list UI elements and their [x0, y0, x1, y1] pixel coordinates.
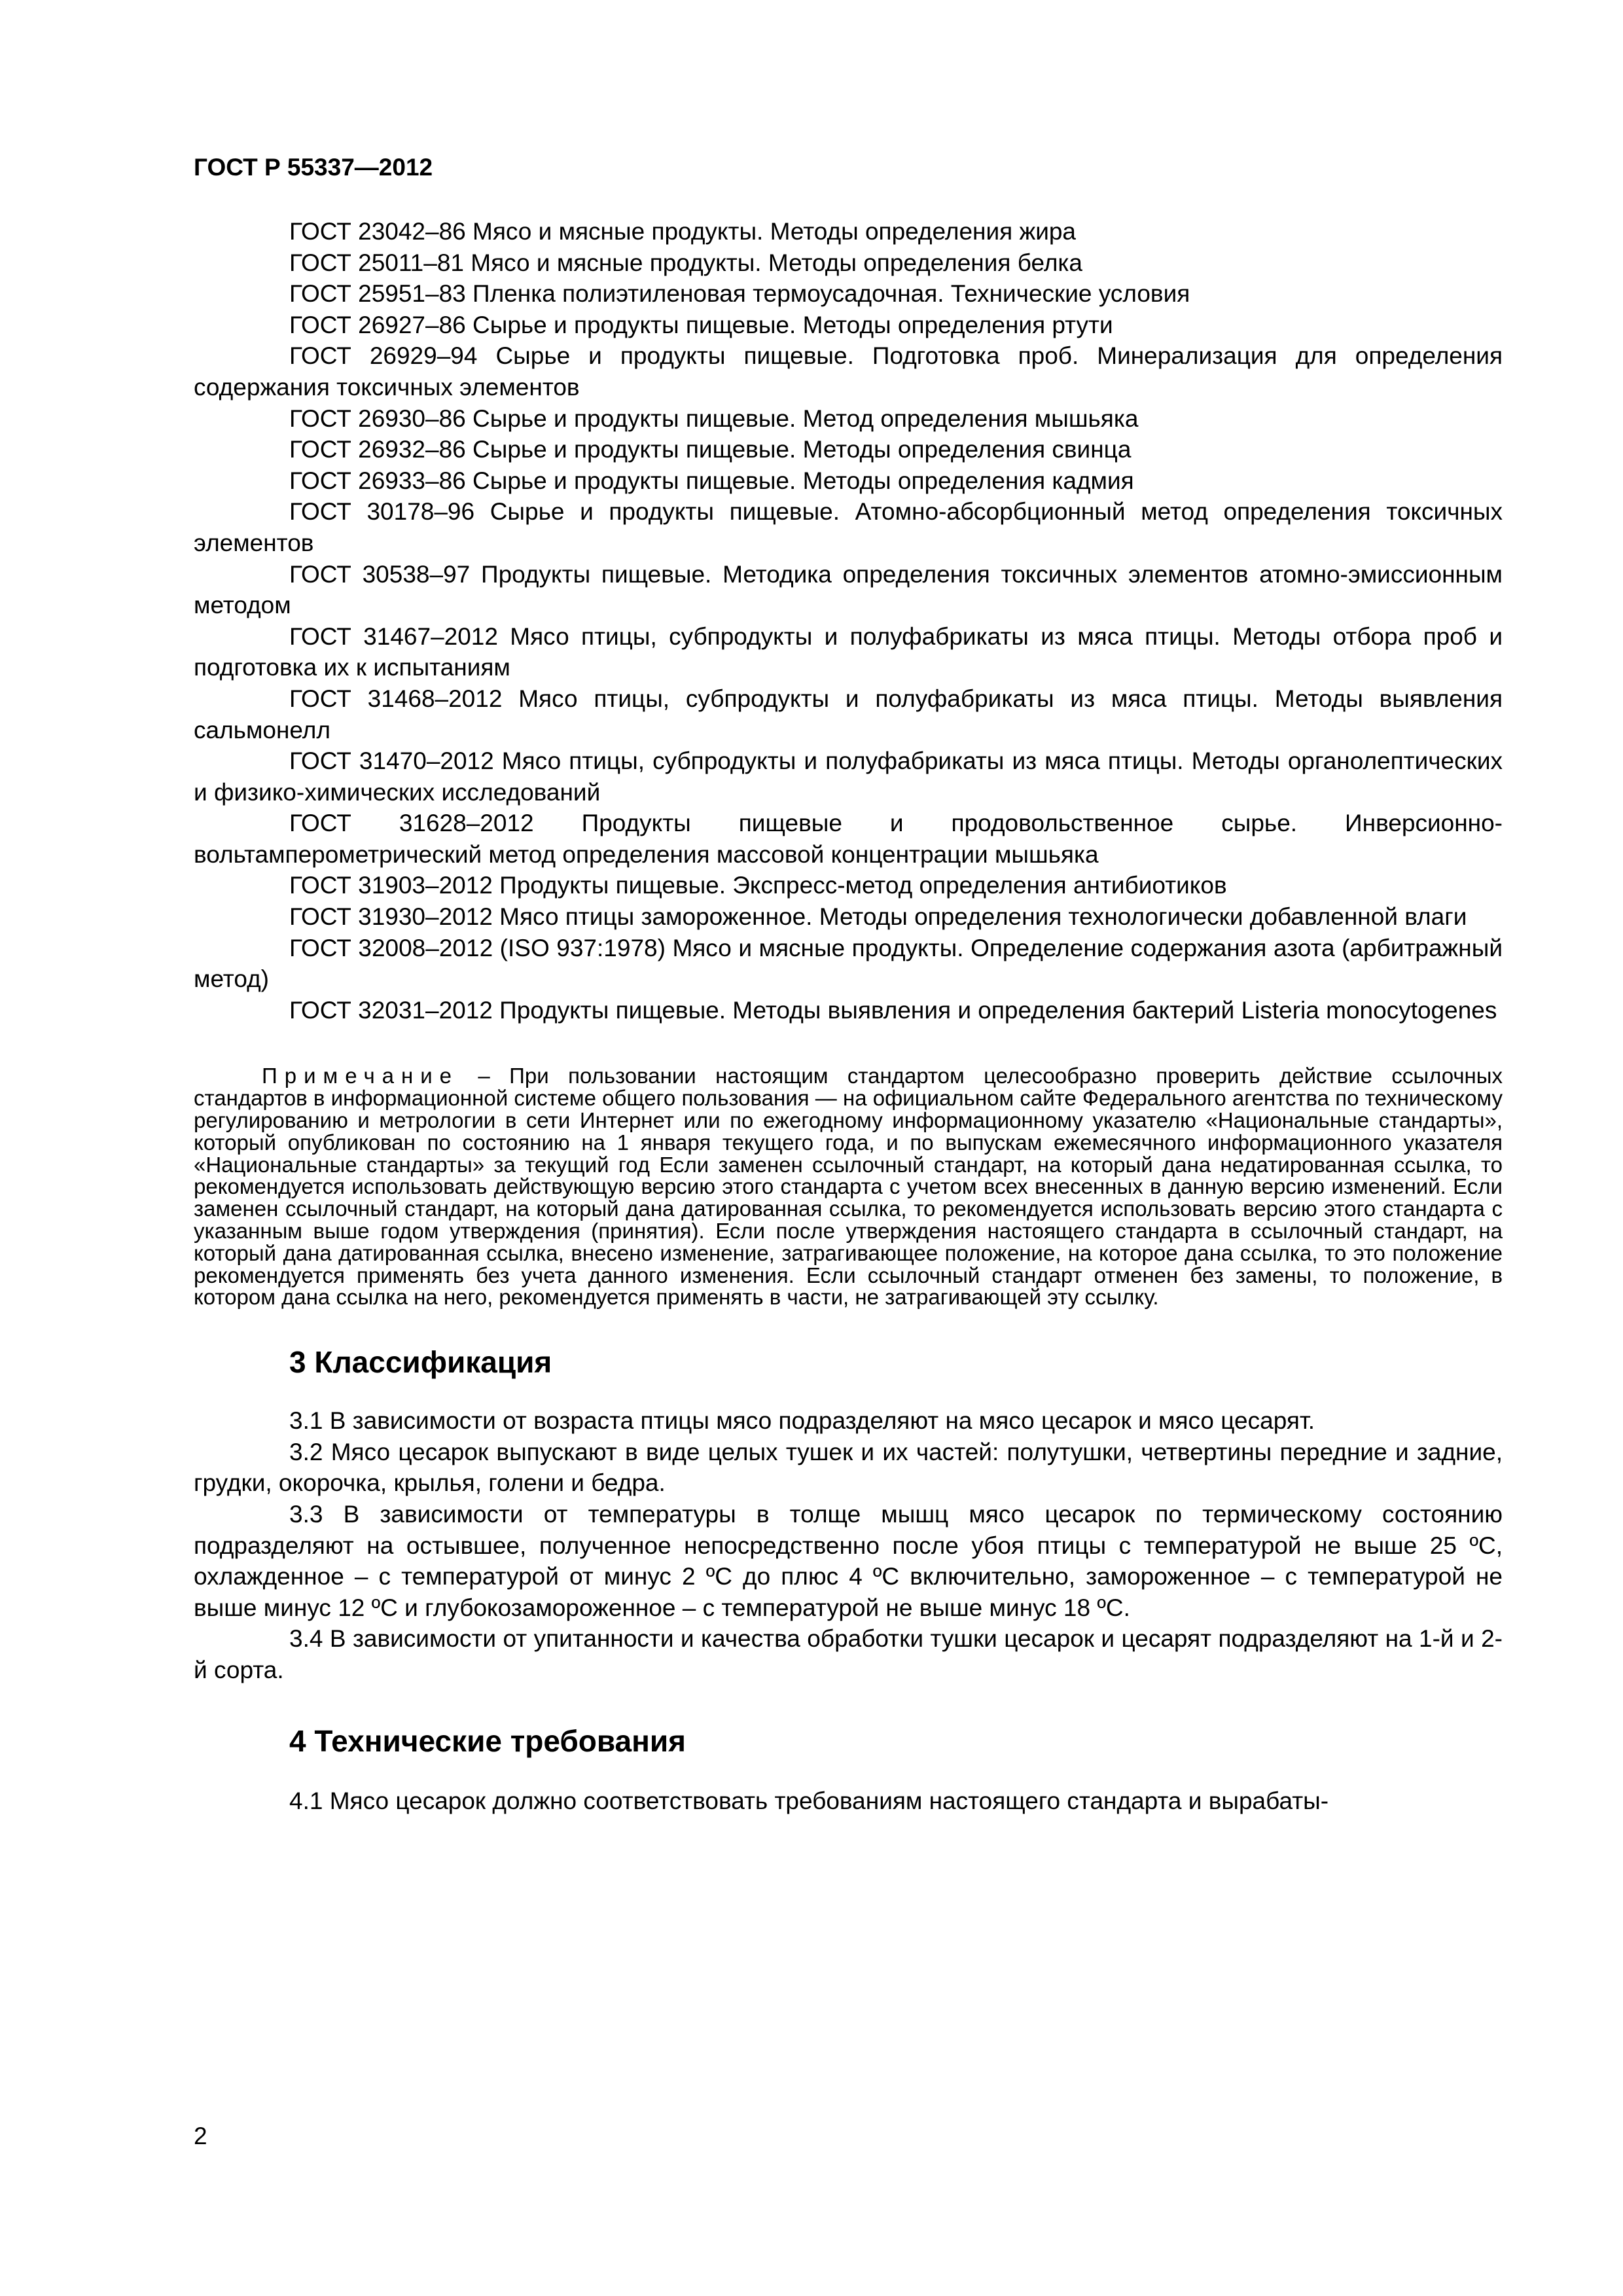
reference-item: ГОСТ 32008–2012 (ISO 937:1978) Мясо и мясные продукты. Определение содержания азота (арбитражный метод): [194, 934, 1503, 993]
reference-item: ГОСТ 31628–2012 Продукты пищевые и продовольственное сырье. Инверсионно-вольтамперометрический метод определения массовой концентрации мышьяка: [194, 810, 1503, 868]
reference-item: ГОСТ 32031–2012 Продукты пищевые. Методы выявления и определения бактерий Listeria monocytogenes: [289, 996, 1497, 1024]
reference-item: ГОСТ 30538–97 Продукты пищевые. Методика определения токсичных элементов атомно-эмиссионным методом: [194, 560, 1503, 619]
reference-item: ГОСТ 30178–96 Сырье и продукты пищевые. Атомно-абсорбционный метод определения токсичных элементов: [194, 498, 1503, 556]
reference-item: ГОСТ 31470–2012 Мясо птицы, субпродукты и полуфабрикаты из мяса птицы. Методы органолептических и физико-химических исследований: [194, 747, 1503, 806]
section-3-heading: 3 Классификация: [289, 1345, 552, 1380]
reference-item: ГОСТ 26930–86 Сырье и продукты пищевые. Метод определения мышьяка: [289, 404, 1139, 432]
document-code-header: ГОСТ Р 55337—2012: [194, 154, 433, 181]
reference-item: ГОСТ 26929–94 Сырье и продукты пищевые. Подготовка проб. Минерализация для определения содержания токсичных элементов: [194, 342, 1503, 401]
clause-3-2: 3.2 Мясо цесарок выпускают в виде целых тушек и их частей: полутушки, четвертины передние и задние, грудки, окорочка, крылья, голени и бедра.: [194, 1438, 1503, 1497]
note-text: – При пользовании настоящим стандартом целесообразно проверить действие ссылочных стандартов в информационной системе общего пользования — на официальном сайте Федерального агентства по техническому регулированию и метрологии в сети Интернет или по ежегодному информационному указателю «Национальные стандарты», который опубликован по состоянию на 1 января текущего года, и по выпускам ежемесячного информационного указателя «Национальные стандарты» за текущий год Если заменен ссылочный стандарт, на который дана недатированная ссылка, то рекомендуется использовать действующую версию этого стандарта с учетом всех внесенных в данную версию изменений. Если заменен ссылочный стандарт, на который дана датированная ссылка, то рекомендуется использовать версию этого стандарта с указанным выше годом утверждения (принятия). Если после утверждения настоящего стандарта в ссылочный стандарт, на который дана датированная ссылка, внесено изменение, затрагивающее положение, на которое дана ссылка, то это положение рекомендуется применять без учета данного изменения. Если ссылочный стандарт отменен без замены, то положение, в котором дана ссылка на него, рекомендуется применять в части, не затрагивающей эту ссылку.: [194, 1064, 1503, 1310]
note-label: Примечание: [262, 1064, 459, 1088]
reference-item: ГОСТ 26927–86 Сырье и продукты пищевые. Методы определения ртути: [289, 311, 1113, 338]
reference-item: ГОСТ 26933–86 Сырье и продукты пищевые. Методы определения кадмия: [289, 467, 1134, 494]
note-paragraph: [194, 1065, 1503, 1308]
normative-references-list: [194, 216, 1503, 1026]
clause-3-1: 3.1 В зависимости от возраста птицы мясо подразделяют на мясо цесарок и мясо цесарят.: [289, 1407, 1315, 1435]
clause-3-3: 3.3 В зависимости от температуры в толще мышц мясо цесарок по термическому состоянию подразделяют на остывшее, полученное непосредственно после убоя птицы с температурой не выше 25 ºС, охлажденное – с температурой от минус 2 ºС до плюс 4 ºС включительно, замороженное – с температурой не выше минус 12 ºС и глубокозамороженное – с температурой не выше минус 18 ºС.: [194, 1500, 1503, 1621]
clause-4-1: 4.1 Мясо цесарок должно соответствовать требованиям настоящего стандарта и вырабаты-: [289, 1787, 1329, 1814]
reference-item: ГОСТ 23042–86 Мясо и мясные продукты. Методы определения жира: [289, 218, 1077, 245]
reference-item: ГОСТ 31903–2012 Продукты пищевые. Экспресс-метод определения антибиотиков: [289, 872, 1227, 899]
clause-3-4: 3.4 В зависимости от упитанности и качества обработки тушки цесарок и цесарят подразделяют на 1-й и 2-й сорта.: [194, 1625, 1503, 1683]
reference-item: ГОСТ 25011–81 Мясо и мясные продукты. Методы определения белка: [289, 249, 1082, 276]
page-number: 2: [194, 2123, 207, 2149]
reference-item: ГОСТ 25951–83 Пленка полиэтиленовая термоусадочная. Технические условия: [289, 280, 1190, 308]
main-content: [194, 216, 1503, 1816]
reference-item: ГОСТ 26932–86 Сырье и продукты пищевые. Методы определения свинца: [289, 436, 1132, 463]
section-4-heading: 4 Технические требования: [289, 1723, 686, 1758]
reference-item: ГОСТ 31930–2012 Мясо птицы замороженное. Методы определения технологически добавленной влаги: [289, 903, 1467, 931]
reference-item: ГОСТ 31468–2012 Мясо птицы, субпродукты и полуфабрикаты из мяса птицы. Методы выявления сальмонелл: [194, 685, 1503, 744]
reference-item: ГОСТ 31467–2012 Мясо птицы, субпродукты и полуфабрикаты из мяса птицы. Методы отбора проб и подготовка их к испытаниям: [194, 622, 1503, 681]
